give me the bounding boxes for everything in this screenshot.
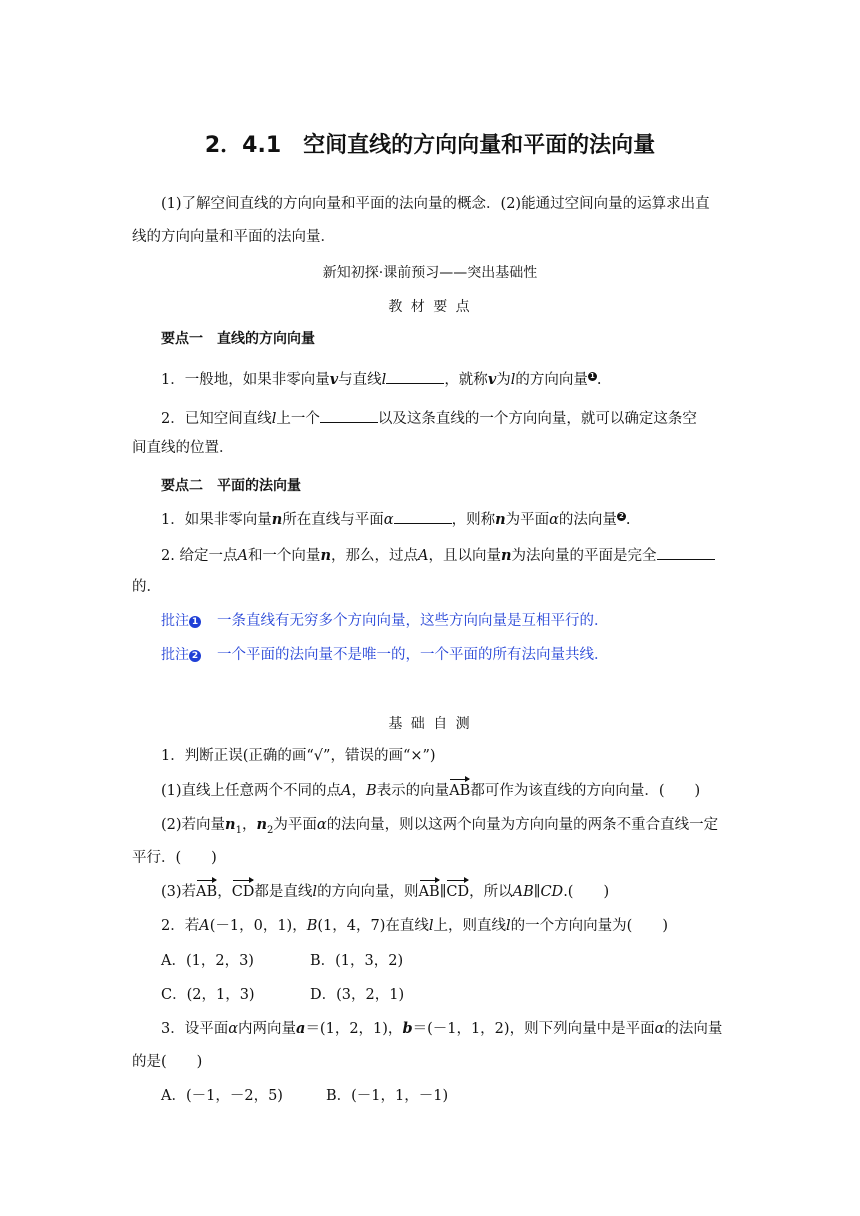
q3-option-a: A．(－1，－2，5)	[161, 1088, 283, 1104]
annotation-2: 批注 2 一个平面的法向量不是唯一的，一个平面的所有法向量共线．	[161, 647, 609, 663]
q2-stem: 2．若A(－1，0，1)，B(1，4，7)在直线l上，则直线l的一个方向向量为( )	[161, 918, 668, 934]
annotation-1: 批注 1 一条直线有无穷多个方向向量，这些方向向量是互相平行的．	[161, 613, 609, 629]
point1-item2: 2．已知空间直线l上一个 以及这条直线的一个方向向量，就可以确定这条空	[161, 408, 697, 429]
q1-statement-2-line2: 平行．( )	[132, 850, 217, 866]
q2-option-c: C．(2，1，3)	[161, 987, 255, 1003]
q3-option-b: B．(－1，1，－1)	[326, 1088, 449, 1104]
q1-statement-3: (3)若AB，CD都是直线l的方向向量，则AB∥CD，所以AB∥CD.( )	[161, 884, 610, 900]
point2-heading: 要点二 平面的法向量	[161, 478, 301, 494]
q1-statement-1: (1)直线上任意两个不同的点A，B表示的向量AB都可作为该直线的方向向量．( )	[161, 783, 701, 799]
point2-item2-line2: 的．	[132, 579, 161, 595]
note-marker-1: 1	[588, 372, 597, 381]
note-marker-2: 2	[617, 512, 626, 521]
point1-heading: 要点一 直线的方向向量	[161, 331, 315, 347]
q2-option-b: B．(1，3，2)	[310, 953, 404, 969]
point2-item2: 2. 给定一点A和一个向量n，那么，过点A，且以向量n为法向量的平面是完全	[161, 545, 715, 566]
q1-statement-2: (2)若向量$n_1$，$n_2$为平面α的法向量，则以这两个向量为方向向量的两条不重合直线一定	[161, 816, 719, 836]
fill-blank	[320, 408, 378, 423]
objectives-line-1: (1)了解空间直线的方向向量和平面的法向量的概念．(2)能通过空间向量的运算求出直	[161, 196, 710, 212]
self-test-title: 基 础 自 测	[388, 716, 472, 732]
q3-stem-line2: 的是( )	[132, 1054, 203, 1070]
q2-option-a: A．(1，2，3)	[161, 953, 254, 969]
textbook-points-title: 教 材 要 点	[388, 299, 472, 315]
point2-item1: 1．如果非零向量n所在直线与平面α ，则称n为平面α的法向量 2 .	[161, 511, 631, 528]
section-banner: 新知初探·课前预习——突出基础性	[322, 265, 538, 281]
page-title: 2．4.1 空间直线的方向向量和平面的法向量	[204, 133, 656, 158]
point1-item1: 1．一般地，如果非零向量v与直线l ，就称v为l的方向向量 1 .	[161, 371, 602, 388]
objectives-line-2: 线的方向向量和平面的法向量．	[132, 229, 335, 245]
fill-blank	[386, 369, 444, 384]
point1-item2-line2: 间直线的位置．	[132, 440, 234, 456]
fill-blank	[394, 509, 452, 524]
q1-stem: 1．判断正误(正确的画“√”，错误的画“×”)	[161, 748, 436, 764]
q3-stem: 3．设平面α内两向量a＝(1，2，1)，b＝(－1，1，2)，则下列向量中是平面α的法向量	[161, 1020, 723, 1037]
q2-option-d: D．(3，2，1)	[310, 987, 405, 1003]
fill-blank	[657, 545, 715, 560]
